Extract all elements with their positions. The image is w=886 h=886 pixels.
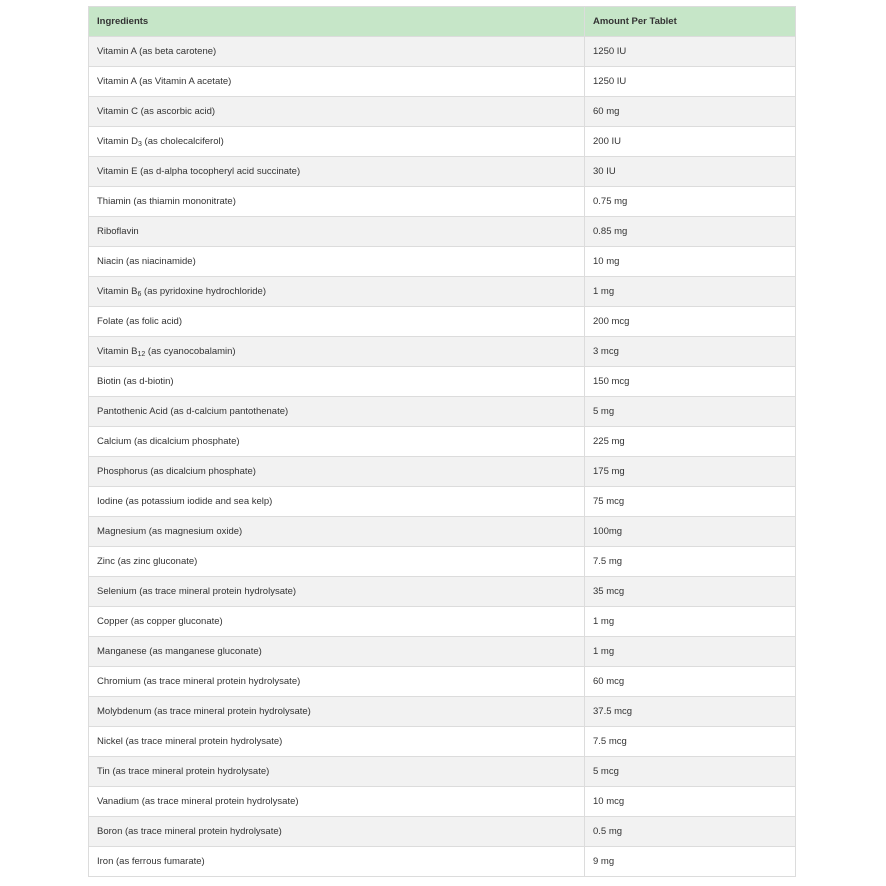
table-row	[89, 607, 796, 637]
ingredient-subscript: 6	[137, 290, 142, 298]
ingredient-name: Vitamin A (as beta carotene)	[97, 46, 217, 57]
ingredient-source: (as cholecalciferol)	[141, 135, 224, 147]
ingredient-cell	[89, 307, 585, 337]
ingredient-source: (as pyridoxine hydrochloride)	[141, 285, 267, 297]
ingredient-cell	[89, 187, 585, 217]
header-row	[89, 7, 796, 37]
table-row	[89, 757, 796, 787]
table-row	[89, 667, 796, 697]
ingredient-cell	[89, 397, 585, 427]
ingredient-cell	[89, 367, 585, 397]
table-row	[89, 547, 796, 577]
table-row	[89, 847, 796, 877]
amount-cell: 75 mcg	[585, 487, 796, 517]
table-row	[89, 67, 796, 97]
table-row	[89, 637, 796, 667]
table-row	[89, 517, 796, 547]
ingredient-cell	[89, 667, 585, 697]
table-row	[89, 367, 796, 397]
ingredient-name: Boron (as trace mineral protein hydrolysate)	[97, 826, 282, 837]
ingredients-table-container	[88, 6, 795, 877]
table-row	[89, 427, 796, 457]
ingredient-name: Vanadium (as trace mineral protein hydrolysate)	[97, 796, 299, 807]
table-row	[89, 37, 796, 67]
amount-cell: 37.5 mcg	[585, 697, 796, 727]
amount-cell: 1 mg	[585, 277, 796, 307]
ingredient-name: Folate (as folic acid)	[97, 316, 183, 327]
amount-cell: 1 mg	[585, 607, 796, 637]
ingredient-name: Calcium (as dicalcium phosphate)	[97, 436, 240, 447]
ingredient-cell	[89, 97, 585, 127]
table-row	[89, 457, 796, 487]
table-row	[89, 727, 796, 757]
ingredient-name: Nickel (as trace mineral protein hydrolysate)	[97, 736, 283, 747]
ingredient-cell	[89, 217, 585, 247]
table-row	[89, 817, 796, 847]
amount-cell: 1 mg	[585, 637, 796, 667]
ingredient-name: Thiamin (as thiamin mononitrate)	[97, 196, 236, 207]
table-body	[89, 37, 796, 877]
table-row	[89, 217, 796, 247]
ingredient-name: Pantothenic Acid (as d-calcium pantothenate)	[97, 406, 289, 417]
ingredient-name: Biotin (as d-biotin)	[97, 376, 174, 387]
table-row	[89, 157, 796, 187]
table-row	[89, 697, 796, 727]
amount-cell: 0.5 mg	[585, 817, 796, 847]
ingredient-cell	[89, 67, 585, 97]
amount-cell: 5 mg	[585, 397, 796, 427]
table-row	[89, 97, 796, 127]
amount-cell: 100mg	[585, 517, 796, 547]
amount-cell: 0.85 mg	[585, 217, 796, 247]
amount-cell: 1250 IU	[585, 67, 796, 97]
ingredient-name: Molybdenum (as trace mineral protein hydrolysate)	[97, 706, 311, 717]
amount-cell: 35 mcg	[585, 577, 796, 607]
amount-cell: 7.5 mg	[585, 547, 796, 577]
ingredient-cell	[89, 277, 585, 307]
ingredient-name: Riboflavin	[97, 226, 139, 237]
ingredient-cell	[89, 697, 585, 727]
amount-cell: 175 mg	[585, 457, 796, 487]
ingredient-cell	[89, 727, 585, 757]
amount-cell: 7.5 mcg	[585, 727, 796, 757]
ingredient-name: Vitamin B	[97, 345, 138, 357]
ingredient-name: Vitamin A (as Vitamin A acetate)	[97, 76, 232, 87]
table-row	[89, 787, 796, 817]
ingredient-name: Phosphorus (as dicalcium phosphate)	[97, 466, 256, 477]
ingredient-cell	[89, 847, 585, 877]
ingredient-cell	[89, 457, 585, 487]
ingredient-cell	[89, 787, 585, 817]
amount-cell: 225 mg	[585, 427, 796, 457]
table-header	[89, 7, 796, 37]
amount-cell: 150 mcg	[585, 367, 796, 397]
ingredient-cell	[89, 607, 585, 637]
amount-cell: 0.75 mg	[585, 187, 796, 217]
ingredients-table	[88, 6, 796, 877]
table-row	[89, 127, 796, 157]
ingredient-cell	[89, 577, 585, 607]
amount-cell: 200 mcg	[585, 307, 796, 337]
ingredient-cell	[89, 817, 585, 847]
ingredient-name: Tin (as trace mineral protein hydrolysate)	[97, 766, 270, 777]
amount-cell: 1250 IU	[585, 37, 796, 67]
amount-cell: 5 mcg	[585, 757, 796, 787]
amount-cell: 60 mg	[585, 97, 796, 127]
ingredient-name: Zinc (as zinc gluconate)	[97, 556, 198, 567]
ingredient-source: (as cyanocobalamin)	[145, 345, 236, 357]
ingredient-cell	[89, 517, 585, 547]
ingredient-cell	[89, 37, 585, 67]
amount-cell: 60 mcg	[585, 667, 796, 697]
ingredient-name: Iodine (as potassium iodide and sea kelp)	[97, 496, 273, 507]
ingredient-name: Vitamin D	[97, 135, 139, 147]
ingredient-name: Copper (as copper gluconate)	[97, 616, 223, 627]
ingredient-subscript: 12	[137, 350, 146, 358]
amount-cell: 10 mcg	[585, 787, 796, 817]
table-row	[89, 307, 796, 337]
ingredient-name: Iron (as ferrous fumarate)	[97, 856, 205, 867]
ingredient-cell	[89, 157, 585, 187]
table-row	[89, 577, 796, 607]
amount-cell: 200 IU	[585, 127, 796, 157]
ingredient-name: Vitamin B	[97, 285, 138, 297]
amount-cell: 10 mg	[585, 247, 796, 277]
ingredient-name: Selenium (as trace mineral protein hydrolysate)	[97, 586, 297, 597]
ingredient-name: Vitamin C (as ascorbic acid)	[97, 106, 216, 117]
ingredient-cell	[89, 427, 585, 457]
table-row	[89, 187, 796, 217]
ingredient-cell	[89, 757, 585, 787]
ingredient-cell	[89, 637, 585, 667]
table-row	[89, 487, 796, 517]
ingredient-cell	[89, 337, 585, 367]
amount-column-header: Amount Per Tablet	[585, 7, 796, 37]
amount-cell: 9 mg	[585, 847, 796, 877]
ingredient-name: Niacin (as niacinamide)	[97, 256, 196, 267]
table-row	[89, 397, 796, 427]
ingredient-subscript: 3	[138, 140, 142, 148]
table-row	[89, 277, 796, 307]
ingredients-column-header: Ingredients	[89, 7, 585, 37]
table-row	[89, 337, 796, 367]
ingredient-name: Magnesium (as magnesium oxide)	[97, 526, 243, 537]
ingredient-name: Vitamin E (as d-alpha tocopheryl acid succinate)	[97, 166, 301, 177]
ingredient-name: Manganese (as manganese gluconate)	[97, 646, 262, 657]
amount-cell: 30 IU	[585, 157, 796, 187]
ingredient-cell	[89, 247, 585, 277]
ingredient-cell	[89, 547, 585, 577]
ingredient-cell	[89, 127, 585, 157]
table-row	[89, 247, 796, 277]
ingredient-name: Chromium (as trace mineral protein hydrolysate)	[97, 676, 301, 687]
amount-cell: 3 mcg	[585, 337, 796, 367]
ingredient-cell	[89, 487, 585, 517]
